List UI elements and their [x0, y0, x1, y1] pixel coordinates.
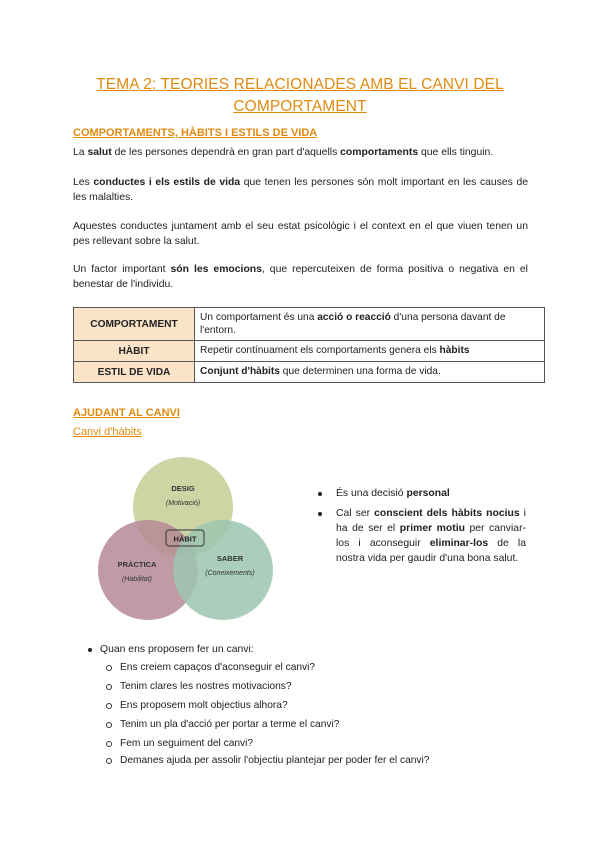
venn-sublabel-saber: (Coneixements): [205, 570, 255, 577]
page-title: [60, 74, 540, 118]
venn-label-desig: DESIG: [171, 484, 195, 493]
table-row: [74, 341, 545, 362]
list-item: Fem un seguiment del canvi?: [120, 738, 254, 749]
sub-bullet-icon: [106, 684, 112, 690]
definition-cell: Conjunt d'hàbits que determinen una forma de vida.: [195, 362, 545, 383]
term-cell: ESTIL DE VIDA: [74, 362, 195, 383]
definitions-table: [73, 307, 545, 383]
section-heading-canvi: AJUDANT AL CANVI: [73, 407, 180, 419]
table-row: [74, 362, 545, 383]
sub-bullet-icon: [106, 703, 112, 709]
sub-bullet-icon: [106, 758, 112, 764]
list-item: Demanes ajuda per assolir l'objectiu plantejar per poder fer el canvi?: [120, 755, 430, 766]
venn-label-practica: PRÀCTICA: [117, 560, 157, 569]
table-row: [74, 308, 545, 341]
definition-cell: Un comportament és una acció o reacció d'una persona davant de l'entorn.: [195, 308, 545, 341]
list-item: Ens creiem capaços d'aconseguir el canvi?: [120, 662, 316, 673]
venn-label-saber: SABER: [216, 554, 244, 563]
list-item: Tenim un pla d'acció per portar a terme el canvi?: [120, 719, 340, 730]
paragraph-conductes: Les conductes i els estils de vida que tenen les persones són molt important en les causes de les malalties.: [73, 177, 529, 203]
paragraph-emocions: Un factor important són les emocions, que repercuteixen de forma positiva o negativa en el benestar de l'individu.: [73, 264, 528, 290]
sub-bullet-icon: [106, 741, 112, 747]
list-item: Tenim clares les nostres motivacions?: [120, 681, 292, 692]
term-cell: COMPORTAMENT: [74, 308, 195, 341]
paragraph-context: Aquestes conductes juntament amb el seu estat psicològic i el context en el que viuen tenen un pes rellevant sobre la salut.: [73, 221, 528, 247]
sub-bullet-icon: [106, 722, 112, 728]
bullet-icon: [318, 492, 322, 496]
term-cell: HÀBIT: [74, 341, 195, 362]
venn-sublabel-practica: (Habilitat): [122, 576, 152, 583]
bullet-icon: [318, 512, 322, 516]
side-bullet-personal: És una decisió personal: [336, 488, 450, 499]
venn-sublabel-desig: (Motivació): [165, 500, 201, 507]
venn-diagram: [90, 455, 300, 625]
list-item: Ens proposem molt objectius alhora?: [120, 700, 288, 711]
subsection-heading-habits: Canvi d'hàbits: [73, 426, 142, 438]
venn-center-label: HÀBIT: [173, 534, 197, 544]
section-heading-comportaments: COMPORTAMENTS, HÀBITS I ESTILS DE VIDA: [73, 127, 318, 139]
paragraph-salut: La salut de les persones dependrà en gran part d'aquells comportaments que ells tinguin.: [73, 147, 494, 158]
side-bullet-conscient: Cal ser conscient dels hàbits nocius i ha de ser el primer motiu per canviar-los i aconseguir eliminar-los de la nostra vida per gaudir d'una bona salut.: [336, 508, 526, 564]
sub-bullet-icon: [106, 665, 112, 671]
bullet-icon: [88, 648, 92, 652]
definition-cell: Repetir contínuament els comportaments genera els hàbits: [195, 341, 545, 362]
list-intro: Quan ens proposem fer un canvi:: [100, 644, 254, 655]
title-line-2: COMPORTAMENT: [233, 98, 367, 115]
title-line-1: TEMA 2: TEORIES RELACIONADES AMB EL CANVI DEL: [96, 76, 504, 93]
